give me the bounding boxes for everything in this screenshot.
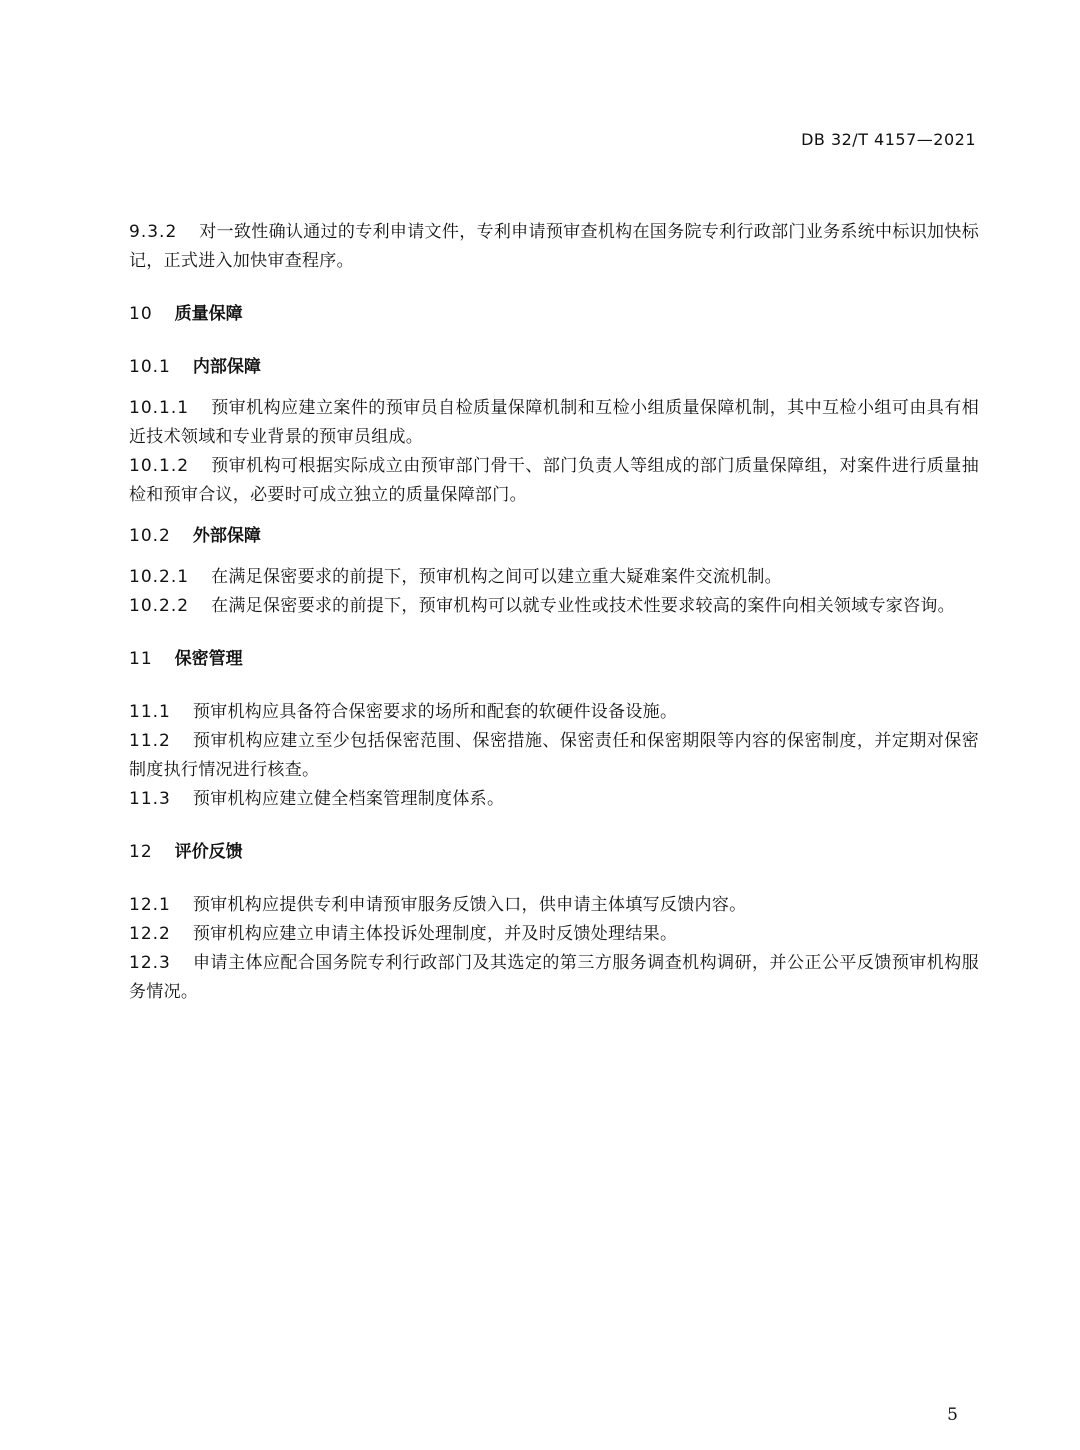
clause-10-2-2 — [129, 592, 979, 621]
clause-12-3 — [129, 949, 979, 1007]
clause-text: 预审机构可根据实际成立由预审部门骨干、部门负责人等组成的部门质量保障组，对案件进行质量抽检和预审合议，必要时可成立独立的质量保障部门。 — [129, 456, 979, 505]
clause-number: 11.2 — [129, 731, 171, 751]
document-body — [129, 218, 979, 1007]
clause-number: 12.2 — [129, 924, 171, 944]
clause-number: 12.3 — [129, 953, 171, 973]
clause-text: 预审机构应提供专利申请预审服务反馈入口，供申请主体填写反馈内容。 — [192, 895, 747, 915]
section-number: 12 — [129, 842, 153, 862]
subsection-heading-10-2 — [129, 522, 979, 551]
subsection-heading-10-1 — [129, 353, 979, 382]
section-title: 质量保障 — [174, 304, 243, 324]
section-heading-12 — [129, 838, 979, 867]
clause-11-2 — [129, 727, 979, 785]
clause-10-1-1 — [129, 394, 979, 452]
clause-number: 12.1 — [129, 895, 171, 915]
page-number: 5 — [947, 1405, 958, 1425]
document-code: DB 32/T 4157—2021 — [801, 130, 976, 149]
clause-number: 10.2.2 — [129, 596, 190, 616]
clause-10-1-2 — [129, 452, 979, 510]
section-heading-10 — [129, 300, 979, 329]
clause-number: 11.1 — [129, 702, 171, 722]
subsection-number: 10.1 — [129, 357, 171, 377]
clause-text: 在满足保密要求的前提下，预审机构之间可以建立重大疑难案件交流机制。 — [211, 567, 782, 587]
section-title: 评价反馈 — [174, 842, 243, 862]
clause-number: 9.3.2 — [129, 222, 178, 242]
clause-11-1 — [129, 698, 979, 727]
section-heading-11 — [129, 645, 979, 674]
clause-text: 预审机构应建立案件的预审员自检质量保障机制和互检小组质量保障机制，其中互检小组可由具有相近技术领域和专业背景的预审员组成。 — [129, 398, 979, 447]
clause-text: 预审机构应建立至少包括保密范围、保密措施、保密责任和保密期限等内容的保密制度，并定期对保密制度执行情况进行核查。 — [129, 731, 979, 780]
subsection-title: 外部保障 — [192, 526, 261, 546]
section-number: 10 — [129, 304, 153, 324]
subsection-number: 10.2 — [129, 526, 171, 546]
clause-12-1 — [129, 891, 979, 920]
clause-text: 预审机构应建立健全档案管理制度体系。 — [192, 789, 505, 809]
clause-number: 10.1.2 — [129, 456, 190, 476]
clause-12-2 — [129, 920, 979, 949]
clause-number: 11.3 — [129, 789, 171, 809]
clause-10-2-1 — [129, 563, 979, 592]
clause-9-3-2 — [129, 218, 979, 276]
clause-text: 在满足保密要求的前提下，预审机构可以就专业性或技术性要求较高的案件向相关领域专家咨询。 — [211, 596, 955, 616]
section-number: 11 — [129, 649, 153, 669]
clause-11-3 — [129, 785, 979, 814]
section-title: 保密管理 — [174, 649, 243, 669]
clause-number: 10.1.1 — [129, 398, 190, 418]
clause-number: 10.2.1 — [129, 567, 190, 587]
clause-text: 申请主体应配合国务院专利行政部门及其选定的第三方服务调查机构调研，并公正公平反馈预审机构服务情况。 — [129, 953, 979, 1002]
clause-text: 对一致性确认通过的专利申请文件，专利申请预审查机构在国务院专利行政部门业务系统中标识加快标记，正式进入加快审查程序。 — [129, 222, 979, 271]
clause-text: 预审机构应建立申请主体投诉处理制度，并及时反馈处理结果。 — [192, 924, 678, 944]
subsection-title: 内部保障 — [192, 357, 261, 377]
clause-text: 预审机构应具备符合保密要求的场所和配套的软硬件设备设施。 — [192, 702, 678, 722]
